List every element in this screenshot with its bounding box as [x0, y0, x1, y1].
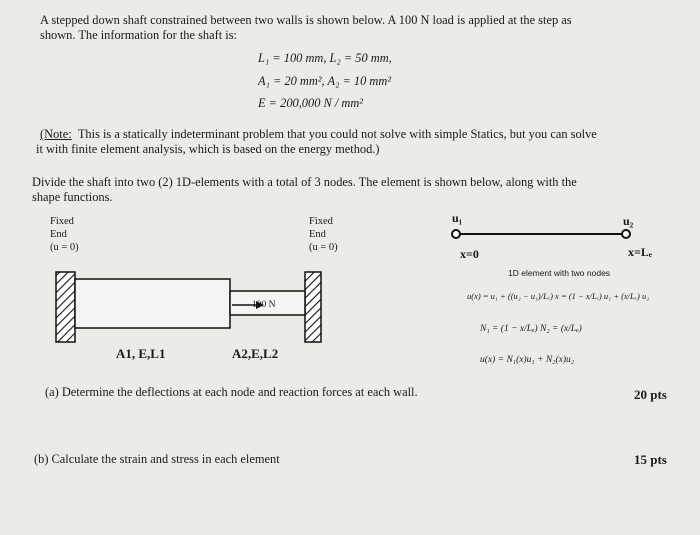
- section-2-label: A2,E,L2: [232, 346, 279, 361]
- given-areas: A₁ = 20 mm², A₂ = 10 mm²: [258, 74, 392, 88]
- left-wall: [56, 272, 75, 342]
- left-wall-label-3: (u = 0): [50, 242, 79, 253]
- note-label: (Note:: [40, 127, 72, 141]
- question-a-points: 20 pts: [634, 387, 667, 402]
- intro-line-2: shown. The information for the shaft is:: [40, 28, 237, 42]
- right-wall-label-3: (u = 0): [309, 242, 338, 253]
- element-x0-label: x=0: [460, 247, 479, 261]
- left-wall-label-1: Fixed: [50, 216, 74, 227]
- right-wall-label-1: Fixed: [309, 216, 333, 227]
- intro-line-1: A stepped down shaft constrained between two walls is shown below. A 100 N load is applied at the step as: [40, 13, 572, 27]
- given-modulus: E = 200,000 N / mm²: [258, 96, 364, 110]
- element-node-1: [452, 230, 460, 238]
- right-wall-label-2: End: [309, 229, 326, 240]
- divide-line-1: Divide the shaft into two (2) 1D-elements with a total of 3 nodes. The element is shown below, along with the: [32, 175, 577, 189]
- divide-line-2: shape functions.: [32, 190, 113, 204]
- note-line-2: it with finite element analysis, which is based on the energy method.): [36, 142, 380, 156]
- element-xl-label: x=Lₑ: [628, 245, 652, 259]
- element-u2-label: u₂: [623, 214, 634, 228]
- element-caption: 1D element with two nodes: [508, 268, 611, 278]
- shaft-section-1: [75, 279, 230, 328]
- note-text: This is a statically indeterminant problem that you could not solve with simple Statics, but you can solve: [77, 127, 597, 141]
- section-1-label: A1, E,L1: [116, 346, 166, 361]
- question-a: (a) Determine the deflections at each node and reaction forces at each wall.: [45, 385, 418, 399]
- question-b: (b) Calculate the strain and stress in each element: [34, 452, 280, 466]
- displacement-formula: u(x) = u₁ + ((u₂ − u₁)/Lₑ) x = (1 − x/Lₑ) u₁ + (x/Lₑ) u₂: [467, 291, 650, 301]
- question-b-points: 15 pts: [634, 452, 667, 467]
- left-wall-label-2: End: [50, 229, 67, 240]
- right-wall: [305, 272, 321, 342]
- interpolation-formula: u(x) = N₁(x)u₁ + N₂(x)u₂: [480, 355, 575, 365]
- shape-functions: N₁ = (1 − x/Lₑ) N₂ = (x/Lₑ): [480, 324, 582, 334]
- given-lengths: L₁ = 100 mm, L₂ = 50 mm,: [258, 51, 392, 65]
- load-label: 100 N: [252, 300, 276, 310]
- element-u1-label: u₁: [452, 211, 463, 225]
- element-node-2: [622, 230, 630, 238]
